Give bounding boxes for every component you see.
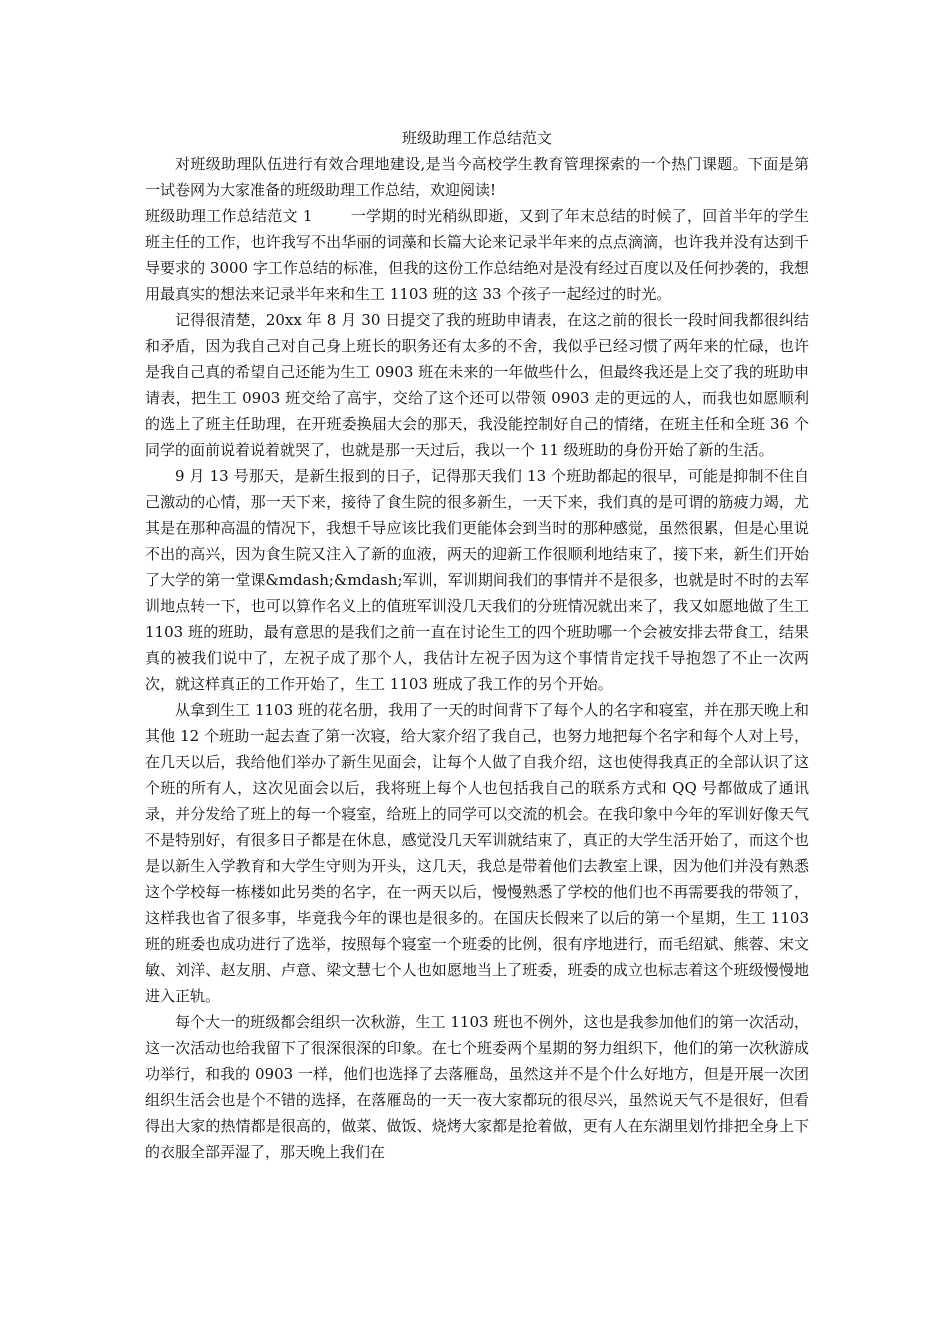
body-paragraph: 记得很清楚，20xx 年 8 月 30 日提交了我的班助申请表，在这之前的很长一段时间我都很纠结和矛盾，因为我自己对自己身上班长的职务还有太多的不舍，我似乎已经习惯了两年来的忙碌，也许是我自己真的希望自己还能为生工 0903 班在未来的一年做些什么，但最终我还是上交了我的班助申请表，把生工 0903 班交给了高宇，交给了这个还可以带领 0903 走的更远的人，而我也如愿顺利的选上了班主任助理，在开班委换届大会的那天，我没能控制好自己的情绪，在班主任和全班 36 个同学的面前说着说着就哭了，也就是那一天过后，我以一个 11 级班助的身份开始了新的生活。: [145, 311, 809, 459]
document-page: [145, 125, 809, 1165]
body-paragraph: 9 月 13 号那天，是新生报到的日子，记得那天我们 13 个班助都起的很早，可能是抑制不住自己激动的心情，那一天下来，接待了食生院的很多新生，一天下来，我们真的是可谓的筋疲力竭，尤其是在那种高温的情况下，我想千导应该比我们更能体会到当时的那种感觉，虽然很累，但是心里说不出的高兴，因为食生院又注入了新的血液，两天的迎新工作很顺利地结束了，接下来，新生们开始了大学的第一堂课&mdash;&mdash;军训，军训期间我们的事情并不是很多，也就是时不时的去军训地点转一下，也可以算作名义上的值班军训没几天我们的分班情况就出来了，我又如愿地做了生工 1103 班的班助，最有意思的是我们之前一直在讨论生工的四个班助哪一个会被安排去带食工，结果真的被我们说中了，左祝子成了那个人，我估计左祝子因为这个事情肯定找千导抱怨了不止一次两次，就这样真正的工作开始了，生工 1103 班成了我工作的另个开始。: [145, 467, 809, 693]
section-paragraph: [145, 203, 809, 307]
section-heading: 班级助理工作总结范文 1: [145, 207, 313, 225]
body-paragraph: 从拿到生工 1103 班的花名册，我用了一天的时间背下了每个人的名字和寝室，并在那天晚上和其他 12 个班助一起去查了第一次寝，给大家介绍了我自己，也努力地把每个名字和每个人对上号，在几天以后，我给他们举办了新生见面会，让每个人做了自我介绍，这也使得我真正的全部认识了这个班的所有人，这次见面会以后，我将班上每个人也包括我自己的联系方式和 QQ 号都做成了通讯录，并分发给了班上的每一个寝室，给班上的同学可以交流的机会。在我印象中今年的军训好像天气不是特别好，有很多日子都是在休息，感觉没几天军训就结束了，真正的大学生活开始了，而这个也是以新生入学教育和大学生守则为开头，这几天，我总是带着他们去教室上课，因为他们并没有熟悉这个学校每一栋楼如此另类的名字，在一两天以后，慢慢熟悉了学校的他们也不再需要我的带领了，这样我也省了很多事，毕竟我今年的课也是很多的。在国庆长假来了以后的第一个星期，生工 1103 班的班委也成功进行了选举，按照每个寝室一个班委的比例，很有序地进行，而毛绍斌、熊蓉、宋文敏、刘洋、赵友朋、卢意、梁文慧七个人也如愿地当上了班委，班委的成立也标志着这个班级慢慢地进入正轨。: [145, 701, 809, 1005]
document-title: 班级助理工作总结范文: [401, 129, 552, 147]
body-paragraph: 每个大一的班级都会组织一次秋游，生工 1103 班也不例外，这也是我参加他们的第一次活动，这一次活动也给我留下了很深很深的印象。在七个班委两个星期的努力组织下，他们的第一次秋游成功举行，和我的 0903 一样，他们也选择了去落雁岛，虽然这并不是个什么好地方，但是开展一次团组织生活会也是个不错的选择，在落雁岛的一天一夜大家都玩的很尽兴，虽然说天气不是很好，但看得出大家的热情都是很高的，做菜、做饭、烧烤大家都是抢着做，更有人在东湖里划竹排把全身上下的衣服全部弄湿了，那天晚上我们在: [145, 1013, 809, 1161]
intro-paragraph: 对班级助理队伍进行有效合理地建设,是当今高校学生教育管理探索的一个热门课题。下面是第一试卷网为大家准备的班级助理工作总结，欢迎阅读!: [145, 155, 809, 199]
paragraph-text: 一学期的时光稍纵即逝，又到了年末总结的时候了，回首半年的学生班主任的工作，也许我写不出华丽的词藻和长篇大论来记录半年来的点点滴滴，也许我并没有达到千导要求的 3000 字工作总结的标准，但我的这份工作总结绝对是没有经过百度以及任何抄袭的，我想用最真实的想法来记录半年来和生工 1103 班的这 33 个孩子一起经过的时光。: [145, 207, 809, 303]
